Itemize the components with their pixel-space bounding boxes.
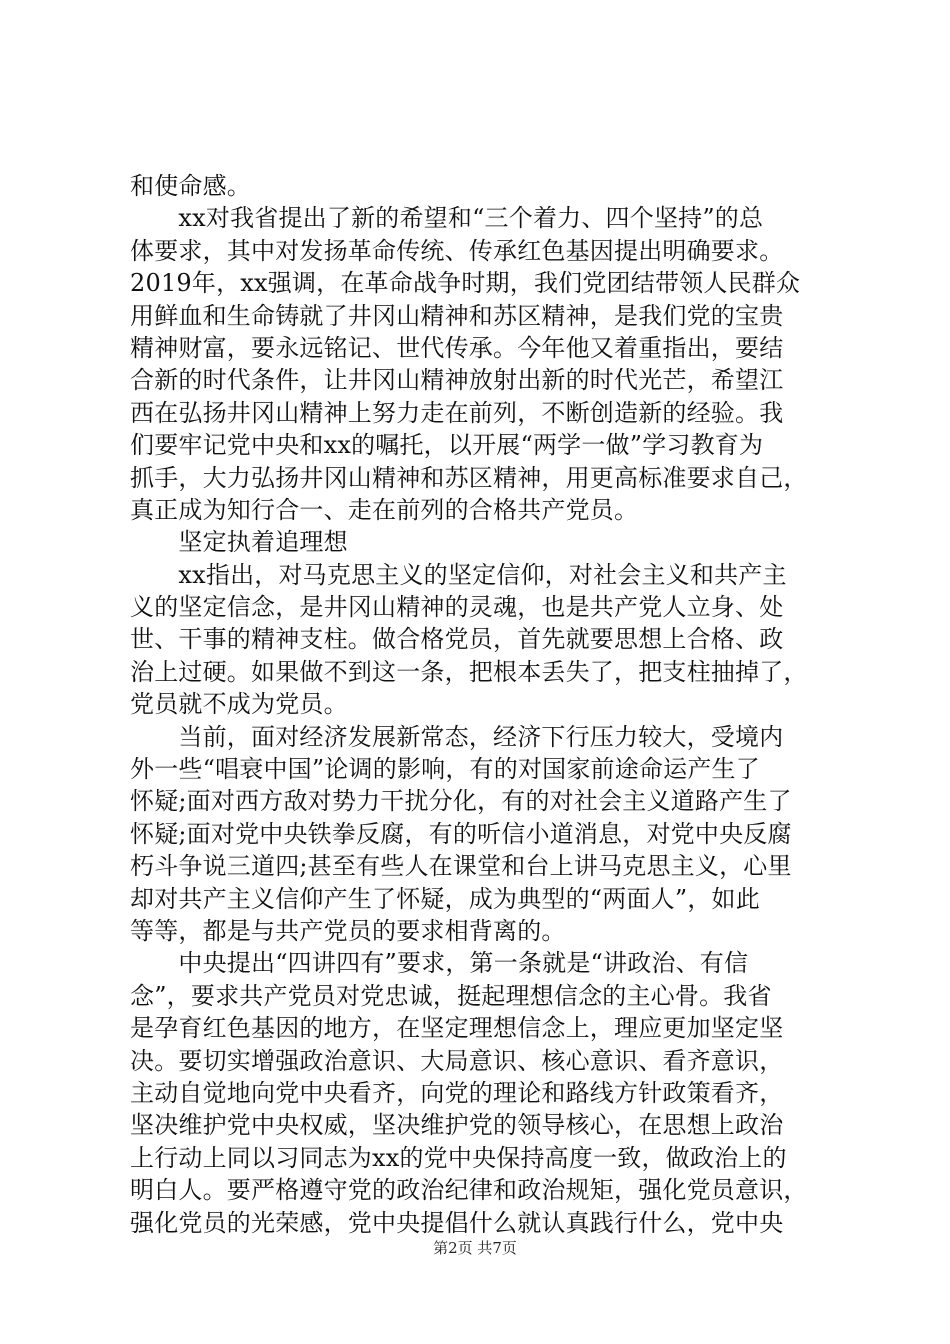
text-line: xx对我省提出了新的希望和“三个着力、四个坚持”的总 <box>130 204 764 233</box>
text-line: 怀疑;面对西方敌对势力干扰分化，有的对社会主义道路产生了 <box>130 787 792 816</box>
text-line: 党员就不成为党员。 <box>130 690 348 719</box>
body-text <box>130 170 830 1239</box>
page-number-footer: 第2页 共7页 <box>433 1239 517 1257</box>
text-line: 当前，面对经济发展新常态，经济下行压力较大，受境内 <box>130 722 784 751</box>
text-line: 合新的时代条件，让井冈山精神放射出新的时代光芒，希望江 <box>130 366 784 395</box>
text-line: 用鲜血和生命铸就了井冈山精神和苏区精神，是我们党的宝贵 <box>130 301 784 330</box>
text-line: 精神财富，要永远铭记、世代传承。今年他又着重指出，要结 <box>130 333 784 362</box>
text-line: 体要求，其中对发扬革命传统、传承红色基因提出明确要求。 <box>130 236 784 265</box>
text-line: 强化党员的光荣感，党中央提倡什么就认真践行什么，党中央 <box>130 1208 784 1237</box>
text-line: 怀疑;面对党中央铁拳反腐，有的听信小道消息，对党中央反腐 <box>130 819 792 848</box>
text-line: 西在弘扬井冈山精神上努力走在前列，不断创造新的经验。我 <box>130 398 784 427</box>
text-line: 坚决维护党中央权威，坚决维护党的领导核心，在思想上政治 <box>130 1111 784 1140</box>
text-line: xx指出，对马克思主义的坚定信仰，对社会主义和共产主 <box>130 560 787 589</box>
text-line: 2019年，xx强调，在革命战争时期，我们党团结带领人民群众 <box>130 269 801 298</box>
text-line: 却对共产主义信仰产生了怀疑，成为典型的“两面人”，如此 <box>130 884 760 913</box>
text-line: 念”，要求共产党员对党忠诚，挺起理想信念的主心骨。我省 <box>130 981 772 1010</box>
text-line: 中央提出“四讲四有”要求，第一条就是“讲政治、有信 <box>130 949 749 978</box>
text-line: 等等，都是与共产党员的要求相背离的。 <box>130 916 566 945</box>
text-line: 真正成为知行合一、走在前列的合格共产党员。 <box>130 495 639 524</box>
text-line: 们要牢记党中央和xx的嘱托，以开展“两学一做”学习教育为 <box>130 431 764 460</box>
text-line: 世、干事的精神支柱。做合格党员，首先就要思想上合格、政 <box>130 625 784 654</box>
text-line: 明白人。要严格遵守党的政治纪律和政治规矩，强化党员意识， <box>130 1176 808 1205</box>
text-line: 上行动上同以习同志为xx的党中央保持高度一致，做政治上的 <box>130 1143 787 1172</box>
text-line: 和使命感。 <box>130 172 251 200</box>
section-heading: 坚定执着追理想 <box>130 528 348 557</box>
text-line: 决。要切实增强政治意识、大局意识、核心意识、看齐意识， <box>130 1046 784 1075</box>
text-line: 主动自觉地向党中央看齐，向党的理论和路线方针政策看齐， <box>130 1078 784 1107</box>
text-line: 外一些“唱衰中国”论调的影响，有的对国家前途命运产生了 <box>130 755 760 784</box>
text-line: 朽斗争说三道四;甚至有些人在课堂和台上讲马克思主义，心里 <box>130 852 792 881</box>
text-line: 是孕育红色基因的地方，在坚定理想信念上，理应更加坚定坚 <box>130 1014 784 1043</box>
text-line: 义的坚定信念，是井冈山精神的灵魂，也是共产党人立身、处 <box>130 593 784 622</box>
text-line: 治上过硬。如果做不到这一条，把根本丢失了，把支柱抽掉了， <box>130 657 808 686</box>
text-line: 抓手，大力弘扬井冈山精神和苏区精神，用更高标准要求自己， <box>130 463 808 492</box>
